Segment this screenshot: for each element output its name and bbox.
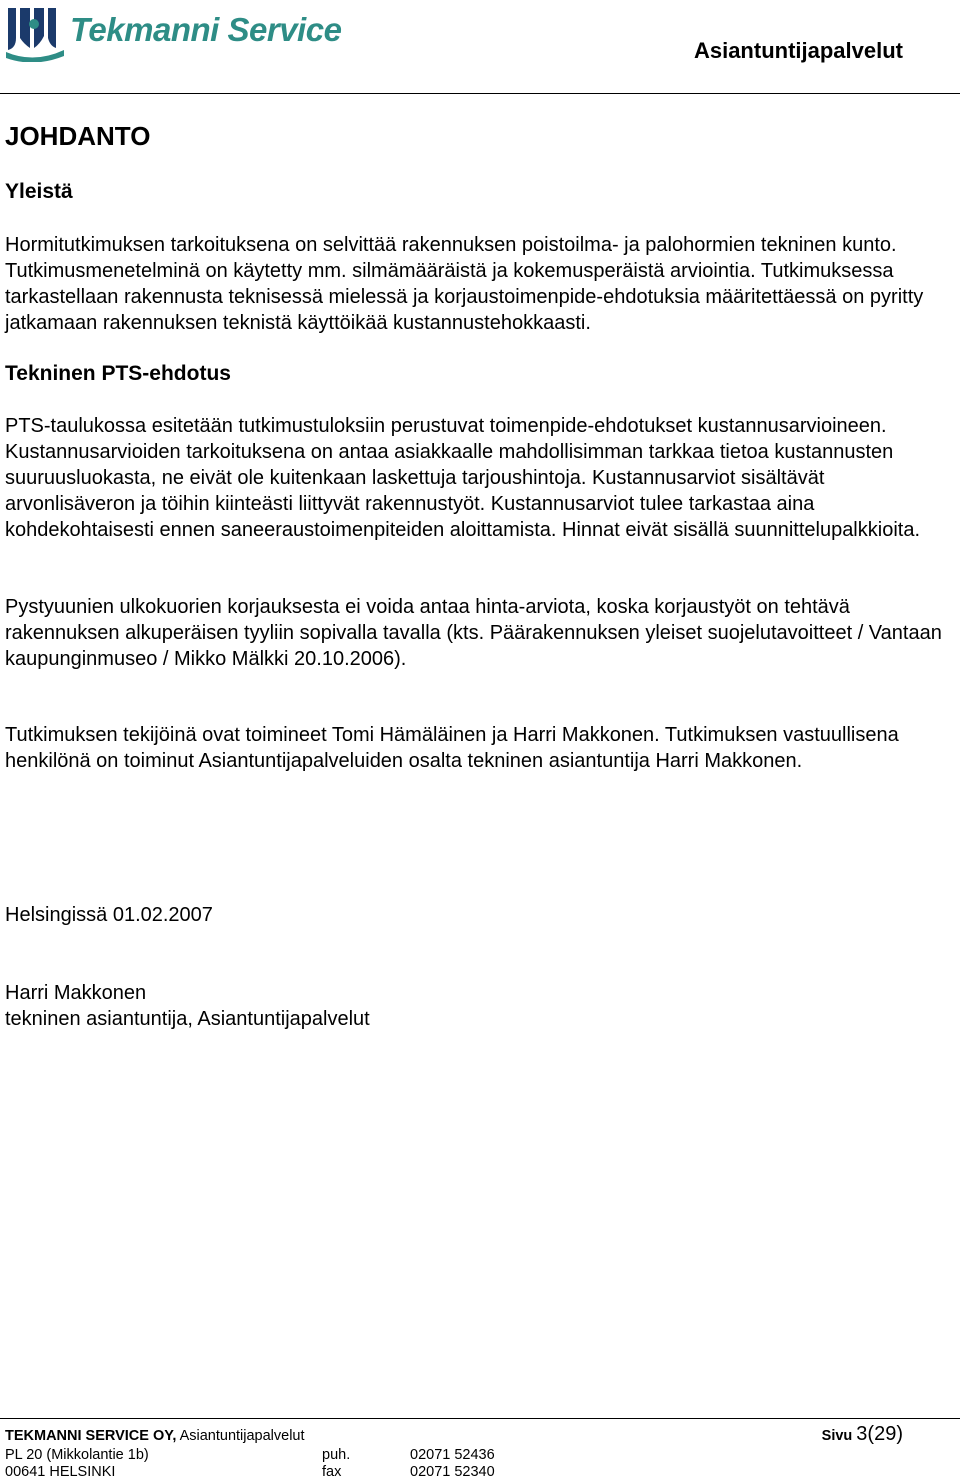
page-indicator <box>822 1423 903 1446</box>
paragraph-authors: Tutkimuksen tekijöinä ovat toimineet Tomi Hämäläinen ja Harri Makkonen. Tutkimuksen vastuullisena henkilönä on toiminut Asiantuntijapalveluiden osalta tekninen asiantuntija Harri Makkonen. <box>5 724 899 772</box>
paragraph-facade: Pystyuunien ulkokuorien korjauksesta ei voida antaa hinta-arviota, koska korjaustyöt on tehtävä rakennuksen alkuperäisen tyyliin sopivalla tavalla (kts. Päärakennuksen yleiset suojelutavoitteet / Vantaan kaupunginmuseo / Mikko Mälkki 20.10.2006). <box>5 596 942 670</box>
paragraph-general: Hormitutkimuksen tarkoituksena on selvittää rakennuksen poistoilma- ja palohormien tekninen kunto. Tutkimusmenetelminä on käytetty mm. silmämääräistä ja kokemusperäistä arviointia. Tutkimuksessa tarkastellaan rakennusta teknisessä mielessä ja korjaustoimenpide-ehdotuksia määritettäessä on pyritty jatkamaan rakennuksen teknistä käyttöikää kustannustehokkaasti. <box>5 234 924 334</box>
footer-divider <box>0 1418 960 1419</box>
footer-phone: 02071 52436 <box>410 1447 495 1463</box>
footer-phone-label: puh. <box>322 1447 351 1463</box>
footer-company-name: TEKMANNI SERVICE OY, <box>5 1428 177 1444</box>
tekmanni-logo-icon <box>4 4 66 62</box>
header-department: Asiantuntijapalvelut <box>693 38 903 63</box>
page-title: JOHDANTO <box>5 121 151 151</box>
paragraph-pts: PTS-taulukossa esitetään tutkimustuloksiin perustuvat toimenpide-ehdotukset kustannusarvioineen. Kustannusarvioiden tarkoituksena on antaa asiakkaalle mahdollisimman tarkkaa tietoa kustannusten suuruusluokasta, ne eivät ole kuitenkaan laskettuja tarjoushintoja. Kustannusarviot sisältävät arvonlisäveron ja töihin kiinteästi liittyvät rakennustyöt. Kustannusarviot tulee tarkastaa aina kohdekohtaisesti ennen saneeraustoimenpiteiden aloittamista. Hinnat eivät sisällä suunnittelupalkkioita. <box>5 415 920 541</box>
footer-fax-label: fax <box>322 1464 342 1480</box>
footer-address-line2: 00641 HELSINKI <box>5 1464 116 1480</box>
footer-address-line1: PL 20 (Mikkolantie 1b) <box>5 1447 149 1463</box>
section-heading-pts: Tekninen PTS-ehdotus <box>5 362 231 385</box>
signer-name: Harri Makkonen <box>5 982 147 1004</box>
footer-fax: 02071 52340 <box>410 1464 495 1480</box>
footer-company <box>5 1428 305 1444</box>
place-date: Helsingissä 01.02.2007 <box>5 904 213 926</box>
logo-text: Tekmanni Service <box>70 11 342 48</box>
footer-company-unit: Asiantuntijapalvelut <box>176 1428 305 1444</box>
section-heading-general: Yleistä <box>5 180 73 203</box>
page-label: Sivu <box>821 1428 853 1444</box>
signer-title: tekninen asiantuntija, Asiantuntijapalvelut <box>5 1008 370 1030</box>
page-number: 3(29) <box>856 1423 903 1445</box>
header-divider <box>0 93 960 94</box>
company-logo <box>4 4 341 62</box>
